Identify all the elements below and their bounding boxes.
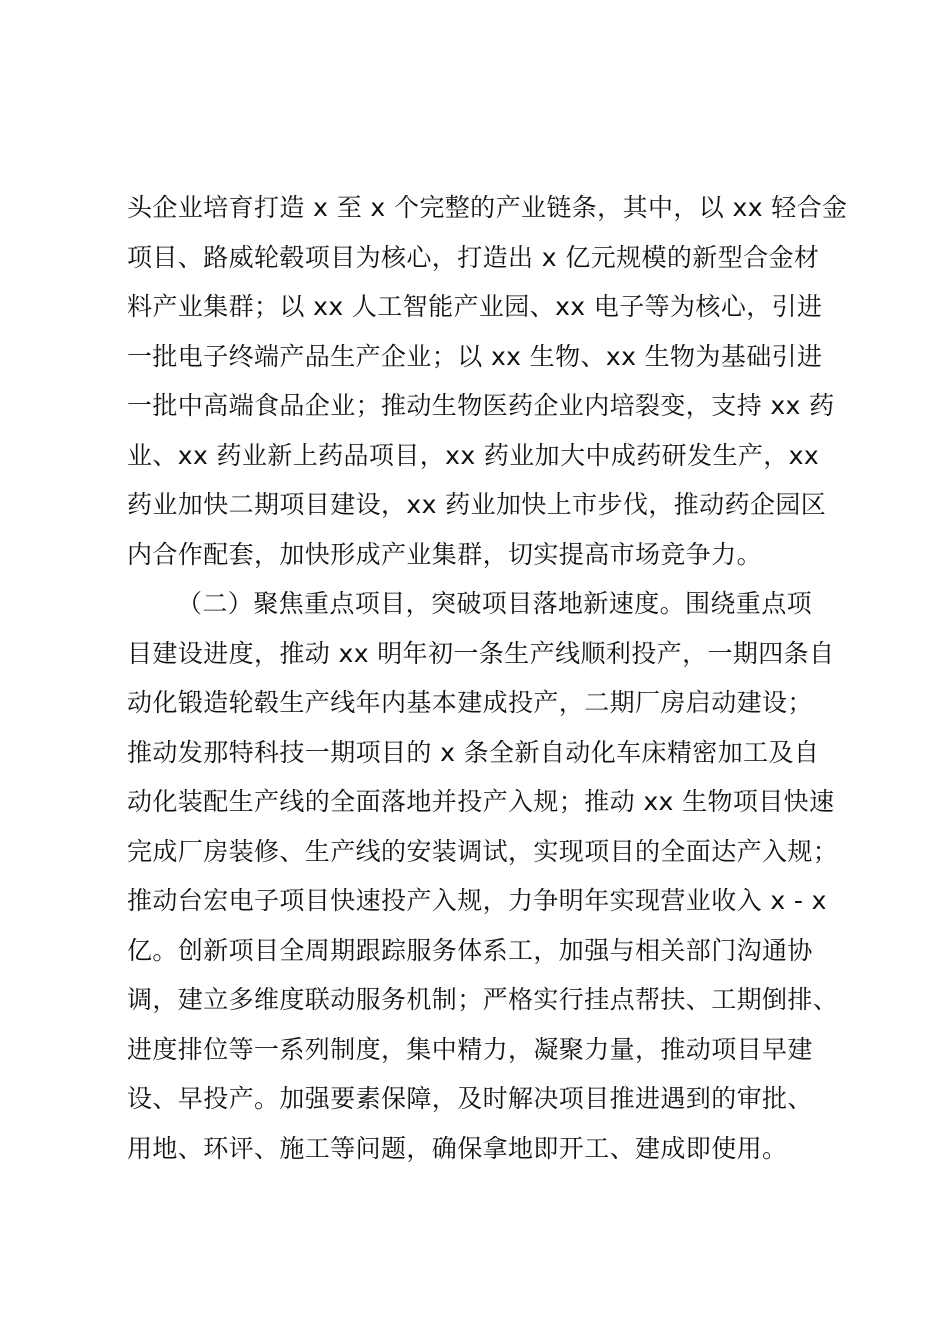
text-line: 动化锻造轮毂生产线年内基本建成投产，二期厂房启动建设； xyxy=(127,688,813,717)
text-line: 目建设进度，推动 xx 明年初一条生产线顺利投产，一期四条自 xyxy=(127,638,835,668)
text-line: 一批电子终端产品生产企业；以 xx 生物、xx 生物为基础引进 xyxy=(127,341,823,371)
text-line: 动化装配生产线的全面落地并投产入规；推动 xx 生物项目快速 xyxy=(127,787,835,816)
text-line: 料产业集群；以 xx 人工智能产业园、xx 电子等为核心，引进 xyxy=(127,292,823,321)
text-line: 头企业培育打造 x 至 x 个完整的产业链条，其中，以 xx 轻合金 xyxy=(127,193,848,222)
text-line: 亿。创新项目全周期跟踪服务体系工，加强与相关部门沟通协 xyxy=(127,935,813,965)
text-line: 内合作配套，加快形成产业集群，切实提高市场竞争力。 xyxy=(127,539,763,569)
body-text xyxy=(127,183,847,1173)
text-line: 用地、环评、施工等问题，确保拿地即开工、建成即使用。 xyxy=(127,1133,788,1163)
text-line: 项目、路威轮毂项目为核心，打造出 x 亿元规模的新型合金材 xyxy=(127,242,820,272)
text-line: 进度排位等一系列制度，集中精力，凝聚力量，推动项目早建 xyxy=(127,1034,813,1064)
text-line: 推动台宏电子项目快速投产入规，力争明年实现营业收入 x - x xyxy=(127,886,827,915)
text-line: 药业加快二期项目建设，xx 药业加快上市步伐，推动药企园区 xyxy=(127,490,827,519)
text-line: 业、xx 药业新上药品项目，xx 药业加大中成药研发生产，xx xyxy=(127,440,820,470)
text-line: 设、早投产。加强要素保障，及时解决项目推进遇到的审批、 xyxy=(127,1084,813,1113)
text-line: 完成厂房装修、生产线的安装调试，实现项目的全面达产入规； xyxy=(127,836,839,866)
text-line: 推动发那特科技一期项目的 x 条全新自动化车床精密加工及自 xyxy=(127,737,820,767)
text-line: 调，建立多维度联动服务机制；严格实行挂点帮扶、工期倒排、 xyxy=(127,985,839,1014)
section-heading-line: （二）聚焦重点项目，突破项目落地新速度。围绕重点项 xyxy=(177,589,813,618)
text-line: 一批中高端食品企业；推动生物医药企业内培裂变，支持 xx 药 xyxy=(127,391,835,420)
